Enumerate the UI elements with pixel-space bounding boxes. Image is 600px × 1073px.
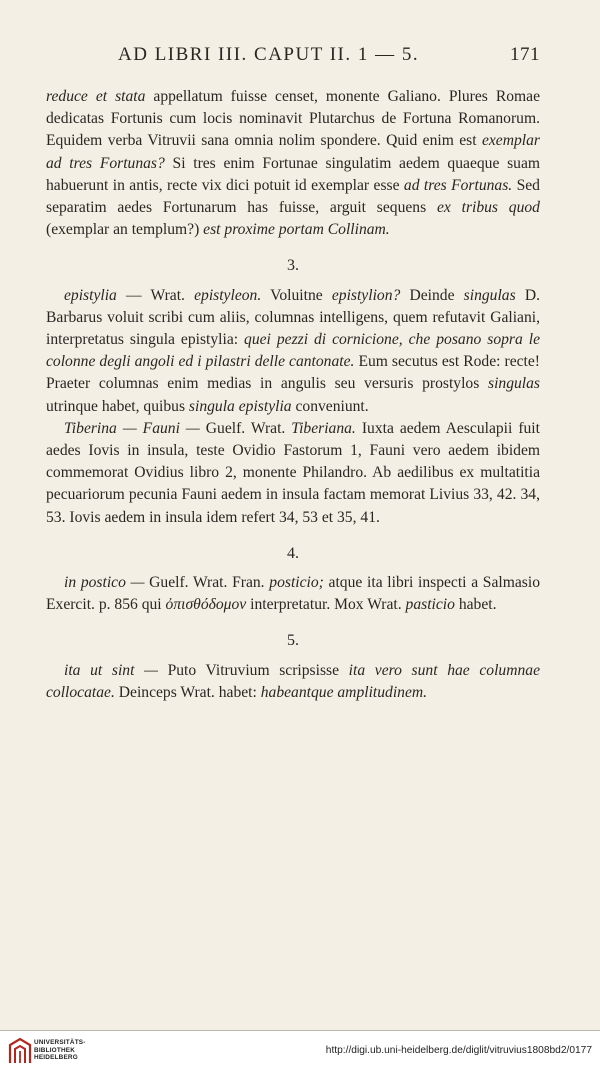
text-run: interpretatur. Mox Wrat. [246,596,406,614]
quote: Tiberiana. [291,419,356,437]
quote: exemplar ad tres Fortunas? [46,132,540,172]
quote: habeantque amplitudinem. [260,683,428,701]
quote: singulas [463,286,516,304]
text-run: atque ita libri inspecti a Salmasio Exercit. p. 856 qui [46,574,540,614]
university-library-logo-icon[interactable] [8,1037,32,1065]
text-run: Puto Vitruvium scripsisse [157,661,349,679]
quote: singulas [488,375,540,393]
section-3-paragraph-1 [46,285,540,418]
section-5-paragraph [46,660,540,704]
text-run: Guelf. Wrat. [199,419,292,437]
quote: ex tribus quod [436,199,540,217]
library-name-line: UNIVERSITÄTS- [34,1039,86,1046]
header-title: AD LIBRI III. CAPUT II. 1 — 5. [118,44,420,65]
text-run: Voluitne [261,286,332,304]
text-run: Si tres enim Fortunae singulatim aedem quaeque suam habuerunt in antis, recte vix dici potuit id exemplar esse [46,154,541,194]
intro-paragraph [46,86,540,241]
page-body [46,86,540,704]
lemma: epistylia [64,286,117,304]
section-number-5: 5. [287,632,299,650]
greek-word: ὀπισθόδομον [165,596,247,614]
text-run: utrinque habet, quibus [46,397,189,415]
lemma: in postico — [64,574,145,592]
text-run: Guelf. Wrat. Fran. [144,574,270,592]
lemma: Tiberina — Fauni — [64,419,200,437]
quote: est proxime portam Collinam. [203,221,390,239]
text-run: Sed separatim aedes Fortunarum has fuisse, arguit sequens [46,176,540,217]
section-3-paragraph-2 [46,418,540,529]
section-4-paragraph [46,572,540,616]
text-run: Deinde [400,286,464,304]
text-run: habet. [454,596,497,614]
text-run: Iuxta aedem Aesculapii fuit aedes Iovis in insula, teste Ovidio Fastorum 1, Fauni vero aedem ibidem commemorat Ovidius libro 2, monente Philandro. Ab aedilibus ex multatitia pecuariorum pecunia Fauni aedem in insula factam memorat Livius 33, 42. 34, 53. Iovis aedem in insula idem refert 34, 53 et 35, 41. [46,419,540,526]
quote: singula epistylia [188,397,292,415]
text-run: (exemplar an templum?) [46,221,204,239]
quote: epistyleon. [194,286,262,304]
lemma: ita ut sint — [64,661,158,679]
section-number-4: 4. [287,544,299,562]
quote: ad tres Fortunas. [403,176,513,194]
quote: ita vero sunt hae columnae collocatae. [46,661,540,701]
section-number-3: 3. [287,257,299,275]
text-run: appellatum fuisse censet, monente Galiano. Plures Romae dedicatas Fortunis cum locis nominavit Plutarchus de Fortuna Romanorum. Equidem verba Vitruvii sana omnia nolim spondere. Quid enim est [46,88,540,150]
library-name[interactable] [34,1039,86,1062]
viewer-footer [0,1030,600,1073]
text-run: conveniunt. [291,397,369,415]
text-run: — Wrat. [116,286,195,304]
quote: epistylion? [331,286,401,304]
text-run: Deinceps Wrat. habet: [114,683,261,701]
library-name-line: HEIDELBERG [34,1054,78,1062]
permalink-url[interactable]: http://digi.ub.uni-heidelberg.de/diglit/vitruvius1808bd2/0177 [325,1045,592,1056]
quote: posticio; [269,574,324,592]
page-number: 171 [510,44,540,65]
lemma: reduce et stata [46,88,146,105]
italian-quote: quei pezzi di cornicione, che posano sopra le colonne degli angoli ed i pilastri delle cantonate. [46,331,540,371]
quote: pasticio [405,596,455,614]
text-run: Eum secutus est Rode: recte! Praeter columnas enim medias in angulis seu versuris prostylos [46,353,540,393]
library-name-line: BIBLIOTHEK [34,1046,76,1054]
text-run: D. Barbarus voluit scribi cum aliis, columnas intelligens, quem refutavit Galiani, interpretatus singula epistylia: [46,286,541,349]
